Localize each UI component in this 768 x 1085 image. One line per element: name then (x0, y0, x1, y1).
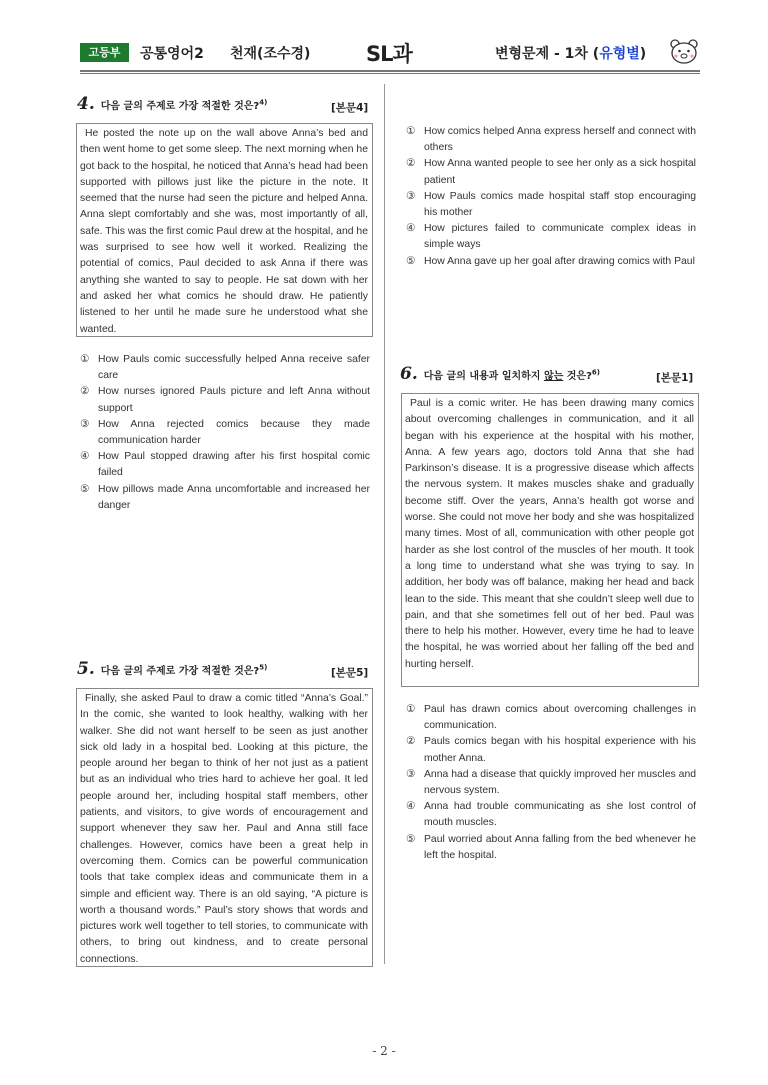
q6-choice-1[interactable] (406, 702, 696, 734)
q6-question-post: 것은? (563, 371, 592, 382)
choice-text: How Paul stopped drawing after his first hospital comic failed (98, 451, 370, 479)
choice-mark: ① (406, 704, 416, 715)
q6-choice-5[interactable] (406, 832, 696, 864)
q5-title (77, 659, 267, 679)
q6-question-underline: 않는 (543, 371, 564, 382)
choice-text: Paul has drawn comics about overcoming challenges in communication. (424, 704, 696, 732)
q5-footnote: 5) (259, 663, 268, 672)
exam-type: 유형별 (599, 46, 640, 62)
choice-mark: ④ (406, 801, 416, 813)
choice-mark: ③ (80, 418, 90, 430)
q4-number: 4. (77, 94, 95, 114)
header-rule (80, 70, 700, 72)
q4-title (77, 94, 267, 114)
choice-mark: ② (406, 736, 416, 748)
exam-prefix: 변형문제 - 1차 ( (495, 46, 600, 62)
q4-choice-3[interactable] (80, 417, 370, 449)
choice-mark: ④ (406, 223, 416, 235)
q5-choice-1[interactable] (406, 124, 696, 156)
q4-passage: He posted the note up on the wall above Anna’s bed and then went home to get some sleep. The next morning when he got back to the hospital, he noticed that Anna’s head had been supported with pillows just like the picture in the note. It seemed that the nurse had seen the picture and helped Anna. Anna slept comfortably and she was, most importantly of all, safe. This was the first comic Paul drew at the hospital, and he was surprised to see how well it worked. Realizing the potential of comics, Paul decided to ask Anna if there was anything she wanted to say to people. He sat down with her and asked her what comics he should draw. He patiently listened to her until he made sure he understood what she wanted. (76, 123, 373, 337)
q4-choice-2[interactable] (80, 384, 370, 416)
choice-mark: ① (80, 354, 90, 365)
choice-text: Paul worried about Anna falling from the bed whenever he left the hospital. (424, 833, 696, 861)
page-header (80, 38, 700, 68)
q6-choice-4[interactable] (406, 799, 696, 831)
level-badge: 고등부 (80, 43, 129, 62)
subject-title: 공통영어2 (140, 46, 204, 62)
q6-number: 6. (400, 364, 418, 384)
q4-source: [본문4] (331, 102, 369, 114)
q5-source: [본문5] (331, 667, 369, 679)
choice-text: How comics helped Anna express herself and connect with others (424, 126, 696, 154)
q6-source: [본문1] (656, 372, 694, 384)
choice-text: Anna had trouble communicating as she lost control of mouth muscles. (424, 801, 696, 829)
choice-mark: ⑤ (80, 483, 90, 495)
q6-choices (406, 702, 696, 864)
choice-text: How Pauls comics made hospital staff stop encouraging his mother (424, 190, 696, 219)
exam-suffix: ) (639, 46, 647, 62)
q4-footnote: 4) (259, 98, 268, 107)
q4-question: 다음 글의 주제로 가장 적절한 것은? (100, 101, 260, 112)
q6-title (400, 364, 600, 384)
publisher-name: 천재(조수경) (230, 46, 311, 62)
q6-passage: Paul is a comic writer. He has been drawing many comics about overcoming challenges in communication, and it all began with his experience at the hospital with his mother, Anna. A few years ago, doctors told Anna that she had Parkinson’s disease. It is a progressive disease which affects the nervous system. It makes muscles shake and gradually become stiff. Over the years, Anna’s health got worse and worse. She could not move her body and she was hospitalized many times. Most of all, communication with other people got harder as she lost control of the muscles of her mouth. It took a long time to understand what she was trying to say. In addition, her body was off balance, making her head and back lean to the side. This meant that she couldn’t sleep well due to pain, and that she sometimes fell out of her bed. Paul was there to help his mother. However, every time he had to leave the hospital, he was worried about her falling off the bed and hurting herself. (401, 393, 699, 687)
q5-choice-3[interactable] (406, 189, 696, 221)
choice-text: How nurses ignored Pauls picture and left Anna without support (98, 386, 370, 414)
choice-mark: ⑤ (406, 255, 416, 267)
column-divider (384, 84, 385, 964)
choice-mark: ② (406, 158, 416, 170)
choice-mark: ④ (80, 451, 90, 463)
page-number: - 2 - (372, 1044, 396, 1058)
q4-choices (80, 352, 370, 514)
q5-question: 다음 글의 주제로 가장 적절한 것은? (100, 666, 260, 677)
q4-choice-1[interactable] (80, 352, 370, 384)
choice-text: How pictures failed to communicate complex ideas in simple ways (424, 223, 696, 251)
header-rule-thin (80, 73, 700, 74)
choice-mark: ③ (406, 768, 416, 780)
bear-face-icon (668, 36, 700, 66)
q5-choice-4[interactable] (406, 221, 696, 253)
q5-choices (406, 124, 696, 270)
q6-choice-2[interactable] (406, 734, 696, 766)
choice-mark: ② (80, 386, 90, 398)
choice-text: Pauls comics began with his hospital experience with his mother Anna. (424, 736, 696, 764)
q4-choice-4[interactable] (80, 449, 370, 481)
choice-text: How Anna gave up her goal after drawing comics with Paul (424, 255, 695, 267)
choice-mark: ① (406, 126, 416, 137)
choice-text: How pillows made Anna uncomfortable and increased her danger (98, 483, 370, 511)
q4-choice-5[interactable] (80, 482, 370, 514)
exam-title (495, 43, 646, 63)
choice-text: How Anna wanted people to see her only as a sick hospital patient (424, 158, 696, 186)
choice-text: How Anna rejected comics because they made communication harder (98, 418, 370, 447)
choice-mark: ③ (406, 190, 416, 202)
choice-mark: ⑤ (406, 833, 416, 845)
lesson-title: SL과 (366, 42, 412, 66)
q6-footnote: 6) (591, 368, 600, 377)
choice-text: How Pauls comic successfully helped Anna receive safer care (98, 354, 370, 382)
q6-question-pre: 다음 글의 내용과 일치하지 (423, 371, 544, 382)
q5-number: 5. (77, 659, 95, 679)
q5-choice-5[interactable] (406, 254, 696, 270)
q6-choice-3[interactable] (406, 767, 696, 799)
q5-passage: Finally, she asked Paul to draw a comic titled “Anna’s Goal.” In the comic, she wanted to look healthy, walking with her walker. She did not want herself to be seen as just another sick old lady in a hospital bed. Looking at this picture, the people around her began to think of her not just as a patient but as an individual who tries hard to achieve her goal. It led people around her, including hospital staff members, other patients, and visitors, to give words of encouragement and support whenever they saw her. Paul and Anna still face challenges. However, comics have been a great help in overcoming them. Comics can be powerful communication tools that take complex ideas and communicate them in a simple and efficient way. There is an old saying, “A picture is worth a thousand words.” Paul’s story shows that words and pictures work well together to tell stories, to communicate with others, to bring out kindness, and to create personal connections. (76, 688, 373, 967)
q5-choice-2[interactable] (406, 156, 696, 188)
choice-text: Anna had a disease that quickly improved her muscles and nervous system. (424, 768, 696, 797)
